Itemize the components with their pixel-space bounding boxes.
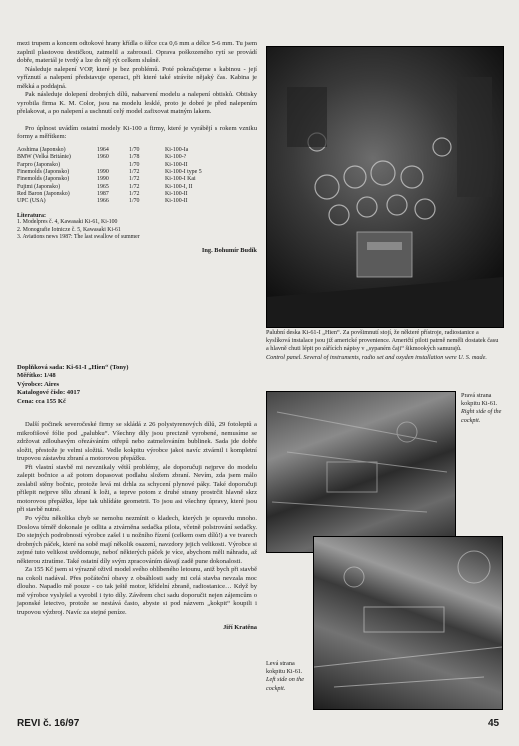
cockpit-right-side-photo <box>266 391 456 553</box>
model-cell: Finemolds (Japonsko) <box>17 176 70 183</box>
model-cell: 1/72 <box>129 176 140 183</box>
model-cell: 1/70 <box>129 161 140 168</box>
caption-english: Left side on the cockpit. <box>266 676 304 692</box>
main-photo-caption <box>266 329 502 362</box>
caption-czech: Levá strana kokpitu Ki-61. <box>266 660 303 676</box>
cockpit-left-side-photo <box>313 536 503 710</box>
model-cell: Finemolds (Japonsko) <box>17 168 70 175</box>
model-row <box>17 154 225 161</box>
model-cell: 1966 <box>97 198 109 205</box>
paragraph: Pro úplnost uvádím ostatní modely Ki-100 a firmy, které je vyrábějí s rokem vzniku formy a měřítkem: <box>17 124 257 141</box>
model-cell: 1990 <box>97 168 109 175</box>
paragraph: Další počinek severočeské firmy se skládá z 26 polystyrenových dílů, 29 fotoleptů a mikrofišové fólie pod „palubku“. Všechny díly jsou precizně vyrobené, nemusíme se zdržovat zdlouhavým ořezáváním otřepů nebo zatmelováním bublinek. Sada jde dobře složit, přestože je velmi složitá. Vedle kokpitu výrobce jakoi navíc ztvárnil i kompletní trupovou zástavbu zbraní a motorovou přepážku. <box>17 421 257 463</box>
paragraph: Při vlastní stavbě mi nevznikaly větší problémy, ale doporučuji nejprve do modelu zalepit bočnice a až potom dopasovat podlahu složem zbraní. Nevím, zda jsem málo zeslabil stěny bočnic, protože levá mi drhla za schycení plynové páky. Také doporučuji přilepit nejprve tělu zbraní k loži, a teprve potom z druhé strany prostrčit hlavně skrz motorovou přepážku, lépe tak uhlídáte geometrii. To jsou asi všechny úpravy, které jsou při stavbě nutné. <box>17 463 257 514</box>
model-cell: 1/72 <box>129 168 140 175</box>
model-cell: 1960 <box>97 154 109 161</box>
paragraph: Za 155 Kč jsem si výrazně oživil model svého oblíbeného letounu, aniž bych při stavbě na cokoli nadával. Přes počáteční obavy z obsáhlosti sady mi celá stavba nevzala moc dlouho. Napadlo mě pouze - co tak ještě motor, křídelní zbraně, radiostanice… Když by mě výrobce vyslyšel a vyrobil i tyto díly. Závěrem chci sadu doporučit nejen zájemcům o japonské letectvo, protože se nestává často, abyste si pod názvem „kokpit“ koupili i trupovou výzbroj. Navíc za stejné peníze. <box>17 566 257 617</box>
literature-item: 3. Aviations news 1987: The last swallow of summer <box>17 233 140 240</box>
paragraph: Následuje nalepení VOP, které je bez problémů. Poté pokračujeme s kabinou - její vyříznutí a nalepení představuje operaci, při které také strávíte nějaký čas. Kabina je měkká a poddajná. <box>17 65 257 90</box>
model-cell: Ki-100-II <box>165 190 188 197</box>
article-part-two <box>17 421 257 631</box>
page-number: 45 <box>488 718 500 729</box>
model-cell: Ki-100-II <box>165 161 188 168</box>
model-row <box>17 191 225 198</box>
models-table <box>17 147 225 205</box>
model-cell: 1/70 <box>129 198 140 205</box>
model-cell: 1/70 <box>129 147 140 154</box>
model-cell: Ki-100-I type 5 <box>165 168 202 175</box>
model-cell: Ki-100-Ia <box>165 147 189 154</box>
model-cell: Ki-100-I Kai <box>165 176 196 183</box>
model-row <box>17 176 225 183</box>
model-row <box>17 198 225 205</box>
kit-scale: Měřítko: 1/48 <box>17 372 56 380</box>
paragraph: mezi trupem a koncem odtokové hrany křídla o šířce cca 0,6 mm a délce 5-6 mm. Tu jsem zaplnil plastovou destičkou, zatmelil a zabrousil. Oprava poškozeného rytí se provádí dobře, materiál je tvrdý a lze do něj rýt celkem slušně. <box>17 40 257 65</box>
caption-czech: Pravá strana kokpitu Ki-61. <box>461 392 498 408</box>
kit-maker: Výrobce: Aires <box>17 380 60 388</box>
model-cell: BMW (Velká Británie) <box>17 154 71 161</box>
article-author: Ing. Bohumír Budík <box>201 247 257 254</box>
model-row <box>17 162 225 169</box>
cockpit-panel-photo <box>266 46 504 328</box>
kit-price: Cena: cca 155 Kč <box>17 397 66 405</box>
model-row <box>17 184 225 191</box>
literature-heading: Literatura: <box>17 213 46 220</box>
model-cell: 1/72 <box>129 183 140 190</box>
model-cell: Ki-100-II <box>165 198 188 205</box>
kit-info <box>17 364 217 406</box>
caption-english: Control panel. Several of instruments, radio set and oxyden installation were U. S. made. <box>266 353 487 361</box>
review-author: Jiří Kratěna <box>223 623 257 631</box>
left-photo-caption <box>266 660 311 693</box>
literature-item: 2. Monografie Iotnicze č. 5, Kawasaki Ki-61 <box>17 226 121 233</box>
model-cell: 1987 <box>97 190 109 197</box>
model-cell: UPC (USA) <box>17 198 46 205</box>
model-cell: Ki-100-I, II <box>165 183 193 190</box>
paragraph: Pak následuje dolepení drobných dílů, nabarvení modelu a nalepení obtisků. Obtisky vyrobila firma K. M. Color, jsou na modelu lesklé, proto je dobré je před nalepením přelakovat, a po nalepení a uschnutí celý model zafixovat matným lakem. <box>17 91 257 116</box>
model-cell <box>97 162 129 169</box>
model-cell: Ki-100-? <box>165 154 187 161</box>
right-photo-caption <box>461 392 511 425</box>
literature-item: 1. Modelpres č. 4, Kawasaki Ki-61, Ki-100 <box>17 219 118 226</box>
paragraph: Po výčtu několika chyb se nemohu nezmínit o kladech, kterých je opravdu mnoho. Doslova téměř dokonale je odlita a ztvárněna sedačka pilota, včetně polstrování sedačky. Do stejných podrobností výrobce zašel i u nožního řízení (celkem osm dílů!) a ve tvarech drobných páček, které na sobě mají několik osazení, navzdory jejich velikosti. Výrobce si zejmé tuto velikost uvědomuje, neboť některých páček je více, abychom měli náhradu, až některou ztratíme. Také ostatní díly svým zpracováním dávají zadě pune dokonalosti. <box>17 515 257 565</box>
model-cell: 1964 <box>97 147 109 154</box>
model-cell: 1/72 <box>129 190 140 197</box>
model-cell: Aoshima (Japonsko) <box>17 147 66 154</box>
model-cell: Fujimi (Japonsko) <box>17 183 61 190</box>
caption-czech: Palubní deska Ki-61-I „Hien“. Za povšimnutí stojí, že některé přístroje, radiostanice a kyslíková instalace jsou již americké provenience. Američtí piloti patrně neměli dostatek času a hlavně chuti lépit po zářících nápisy v „sypaném čaji“ šikmookých samurajů. <box>266 329 499 353</box>
article-part-one <box>17 40 257 254</box>
model-cell: 1/78 <box>129 154 140 161</box>
kit-catalog: Katalogové číslo: 4017 <box>17 389 80 397</box>
magazine-issue: REVI č. 16/97 <box>17 718 80 729</box>
caption-english: Right side of the cockpit. <box>461 408 502 424</box>
model-cell: 1990 <box>97 176 109 183</box>
model-cell: Red Baron (Japonsko) <box>17 190 70 197</box>
model-cell: Farpro (Japonsko) <box>17 161 61 168</box>
kit-title: Doplňková sada: Ki-61-I „Hien“ (Tony) <box>17 364 129 371</box>
model-cell: 1965 <box>97 183 109 190</box>
